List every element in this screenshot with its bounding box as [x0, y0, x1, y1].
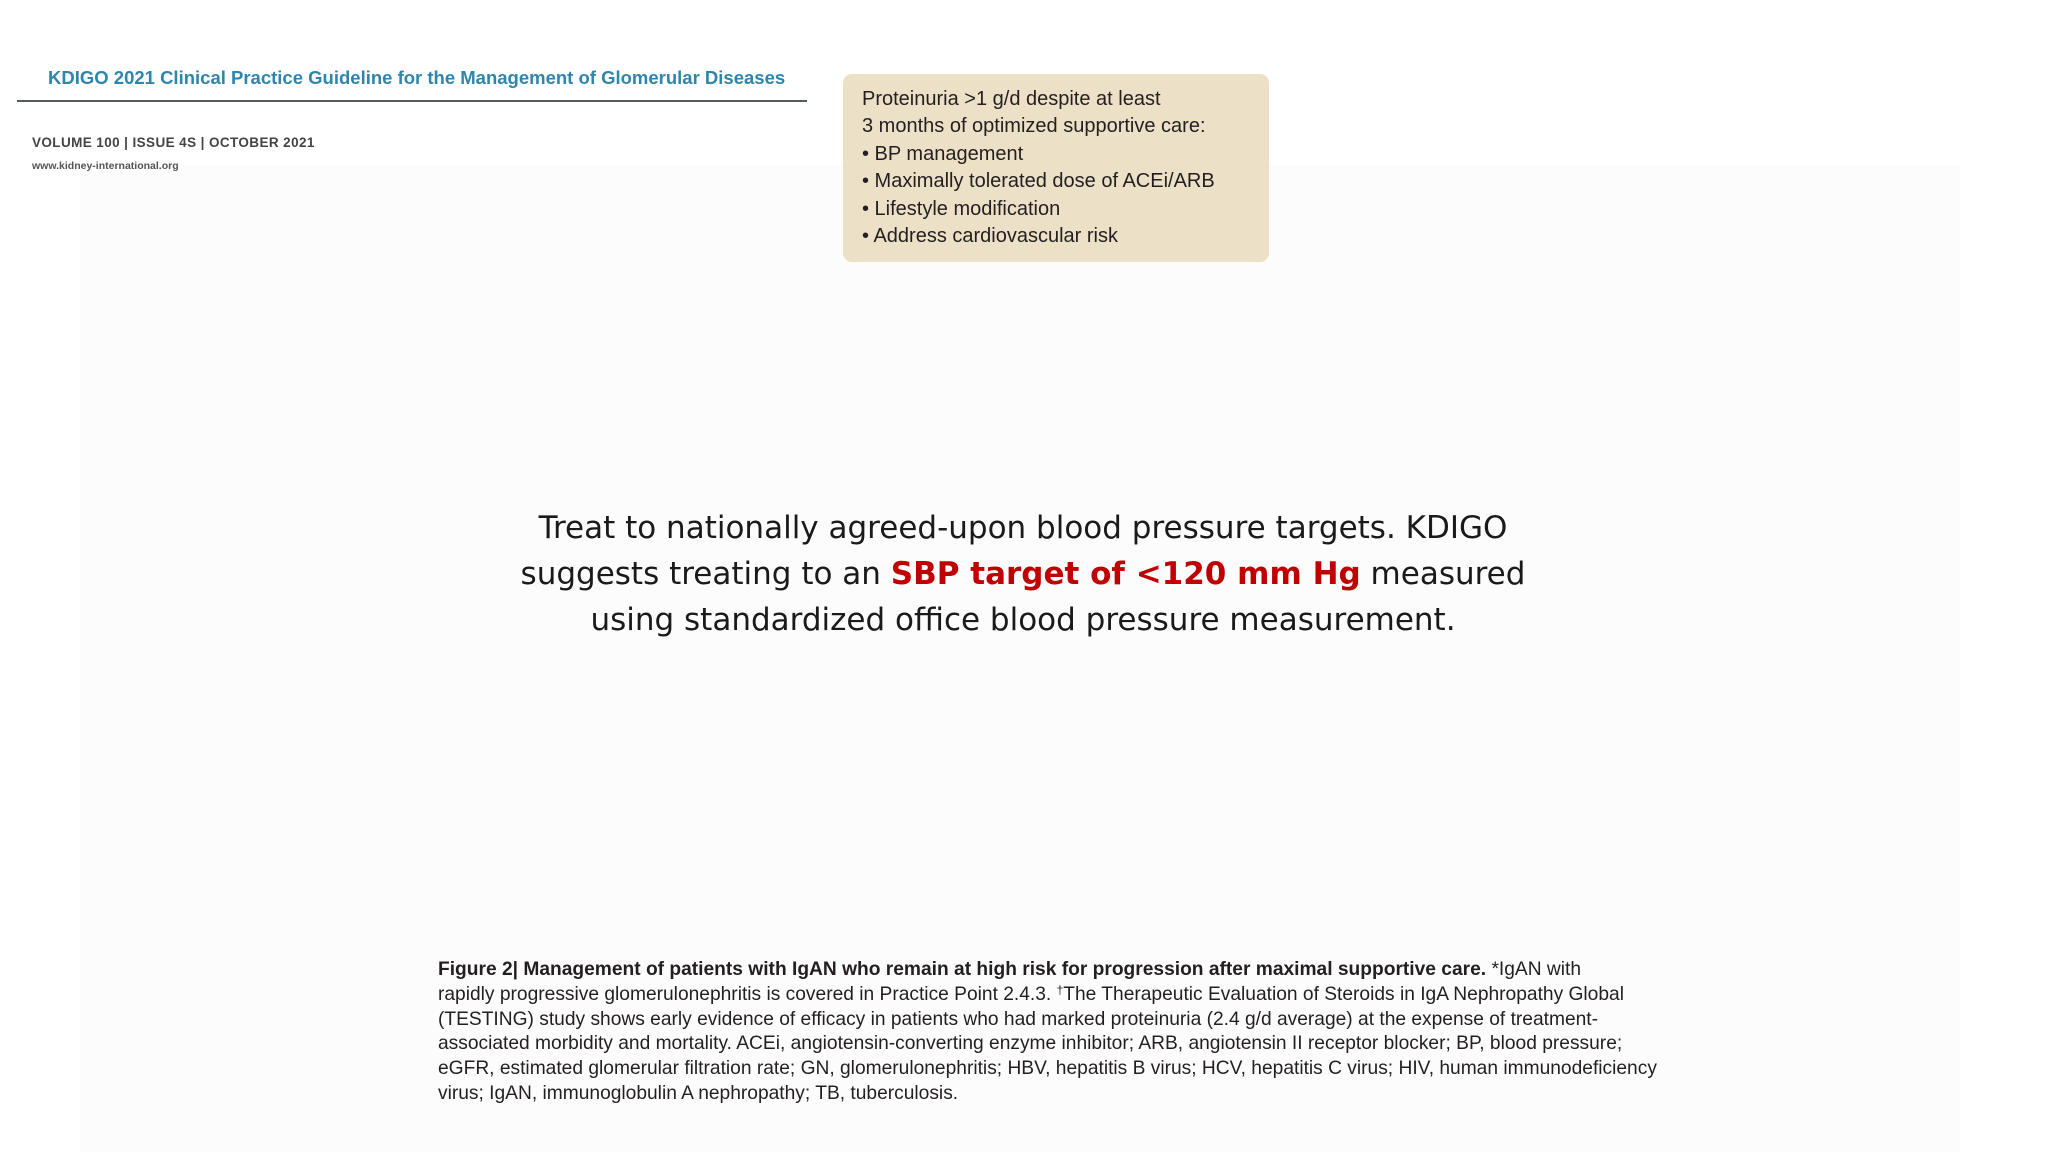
main-statement-line-2 — [400, 551, 1646, 597]
sbp-target-highlight: SBP target of <120 mm Hg — [890, 556, 1361, 592]
caption-line-6: virus; IgAN, immunoglobulin A nephropathy; TB, tuberculosis. — [438, 1082, 959, 1104]
criteria-box — [843, 74, 1269, 262]
dagger-footnote-mark: † — [1056, 982, 1064, 997]
main-statement — [400, 505, 1646, 643]
journal-website: www.kidney-international.org — [32, 160, 179, 172]
figure-title: Management of patients with IgAN who remain at high risk for progression after maximal supportive care. — [518, 959, 1487, 980]
volume-issue-date: VOLUME 100 | ISSUE 4S | OCTOBER 2021 — [32, 135, 315, 150]
main-statement-text: suggests treating to an — [520, 556, 891, 592]
figure-separator: | — [512, 959, 519, 980]
figure-label: Figure 2 — [438, 959, 513, 980]
header-divider — [17, 100, 807, 102]
caption-text: The Therapeutic Evaluation of Steroids in IgA Nephropathy Global — [1063, 983, 1624, 1005]
caption-text: rapidly progressive glomerulonephritis is covered in Practice Point 2.4.3. — [438, 983, 1057, 1005]
main-statement-line-1: Treat to nationally agreed-upon blood pressure targets. KDIGO — [538, 510, 1508, 546]
criteria-bullet-cardiovascular: • Address cardiovascular risk — [862, 225, 1118, 248]
criteria-bullet-acei-arb: • Maximally tolerated dose of ACEi/ARB — [862, 170, 1215, 193]
main-statement-line-3: using standardized office blood pressure measurement. — [590, 602, 1456, 638]
criteria-bullet-lifestyle: • Lifestyle modification — [862, 197, 1061, 220]
caption-line-5: eGFR, estimated glomerular filtration rate; GN, glomerulonephritis; HBV, hepatitis B virus; HCV, hepatitis C virus; HIV, human immunodeficiency — [438, 1058, 1657, 1080]
main-statement-text: measured — [1360, 556, 1526, 592]
figure-caption — [438, 958, 1758, 1107]
journal-title: KDIGO 2021 Clinical Practice Guideline for the Management of Glomerular Diseases — [48, 67, 786, 88]
caption-line-4: associated morbidity and mortality. ACEi, angiotensin-converting enzyme inhibitor; ARB, angiotensin II receptor blocker; BP, blood pressure; — [438, 1033, 1623, 1055]
caption-text: *IgAN with — [1486, 959, 1582, 980]
criteria-line: Proteinuria >1 g/d despite at least — [862, 88, 1161, 110]
criteria-bullet-bp: • BP management — [862, 142, 1024, 165]
caption-line-1 — [438, 958, 1758, 983]
criteria-line: 3 months of optimized supportive care: — [862, 115, 1206, 138]
caption-line-3: (TESTING) study shows early evidence of efficacy in patients who had marked proteinuria (2.4 g/d average) at the expense of treatment- — [438, 1008, 1599, 1030]
caption-line-2 — [438, 983, 1758, 1008]
